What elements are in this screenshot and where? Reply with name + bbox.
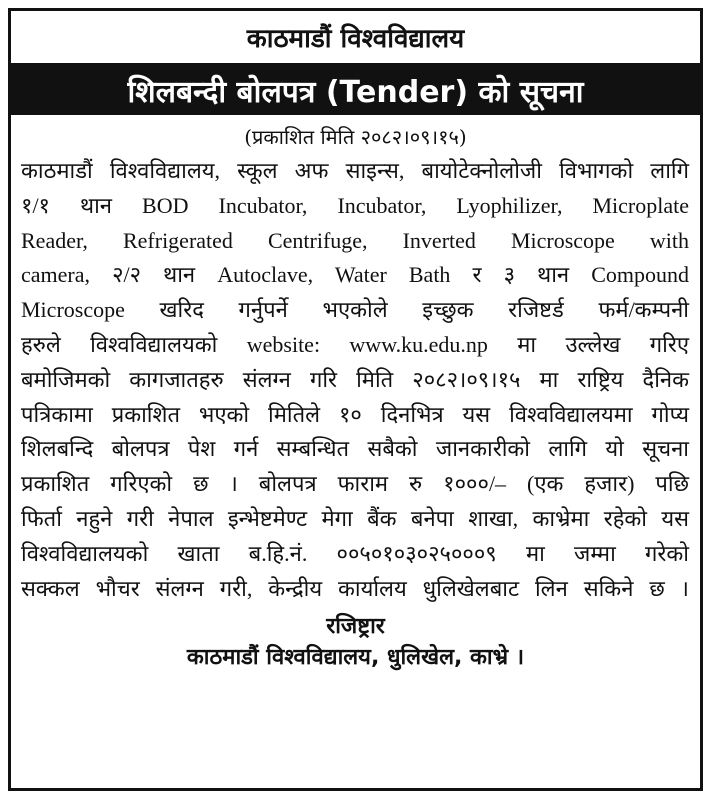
body-line: काठमाडौं विश्वविद्यालय, स्कूल अफ साइन्स, बायोटेक्नोलोजी विभागको लागि — [21, 158, 689, 183]
notice-body — [11, 154, 700, 606]
body-line: बमोजिमको कागजातहरु संलग्न गरि मिति २०८२।०९।१५ मा राष्ट्रिय दैनिक — [21, 366, 689, 392]
body-line: पत्रिकामा प्रकाशित भएको मितिले १० दिनभित्र यस विश्वविद्यालयमा गोप्य — [21, 401, 689, 427]
body-line: Reader, Refrigerated Centrifuge, Inverted Microscope with — [21, 227, 689, 253]
body-line: Microscope खरिद गर्नुपर्ने भएकोले इच्छुक रजिष्टर्ड फर्म/कम्पनी — [21, 297, 689, 323]
body-line: camera, २/२ थान Autoclave, Water Bath र ३ थान Compound — [21, 262, 689, 288]
signatory-title: रजिष्ट्रार — [326, 614, 385, 640]
body-line: हरुले विश्वविद्यालयको website: www.ku.edu.np मा उल्लेख गरिए — [21, 331, 689, 357]
notice-heading: शिलबन्दी बोलपत्र (Tender) को सूचना — [11, 65, 700, 115]
published-date: (प्रकाशित मिति २०८२।०९।१५) — [244, 125, 467, 149]
body-line: प्रकाशित गरिएको छ । बोलपत्र फाराम रु १०००/– (एक हजार) पछि — [21, 471, 689, 497]
tender-notice — [8, 8, 703, 791]
body-line: १/१ थान BOD Incubator, Incubator, Lyophilizer, Microplate — [21, 192, 689, 218]
body-line: विश्वविद्यालयको खाता ब.हि.नं. ००५०१०३०२५०००९ मा जम्मा गरेको — [21, 540, 689, 566]
organization-title: काठमाडौं विश्वविद्यालय — [11, 11, 700, 65]
signatory-address: काठमाडौं विश्वविद्यालय, धुलिखेल, काभ्रे । — [186, 645, 525, 671]
body-line: फिर्ता नहुने गरी नेपाल इन्भेष्टमेण्ट मेगा बैंक बनेपा शाखा, काभ्रेमा रहेको यस — [21, 505, 689, 531]
body-line: सक्कल भौचर संलग्न गरी, केन्द्रीय कार्यालय धुलिखेलबाट लिन सकिने छ । — [21, 575, 689, 601]
body-line: शिलबन्दि बोलपत्र पेश गर्न सम्बन्धित सबैको जानकारीको लागि यो सूचना — [21, 436, 689, 462]
